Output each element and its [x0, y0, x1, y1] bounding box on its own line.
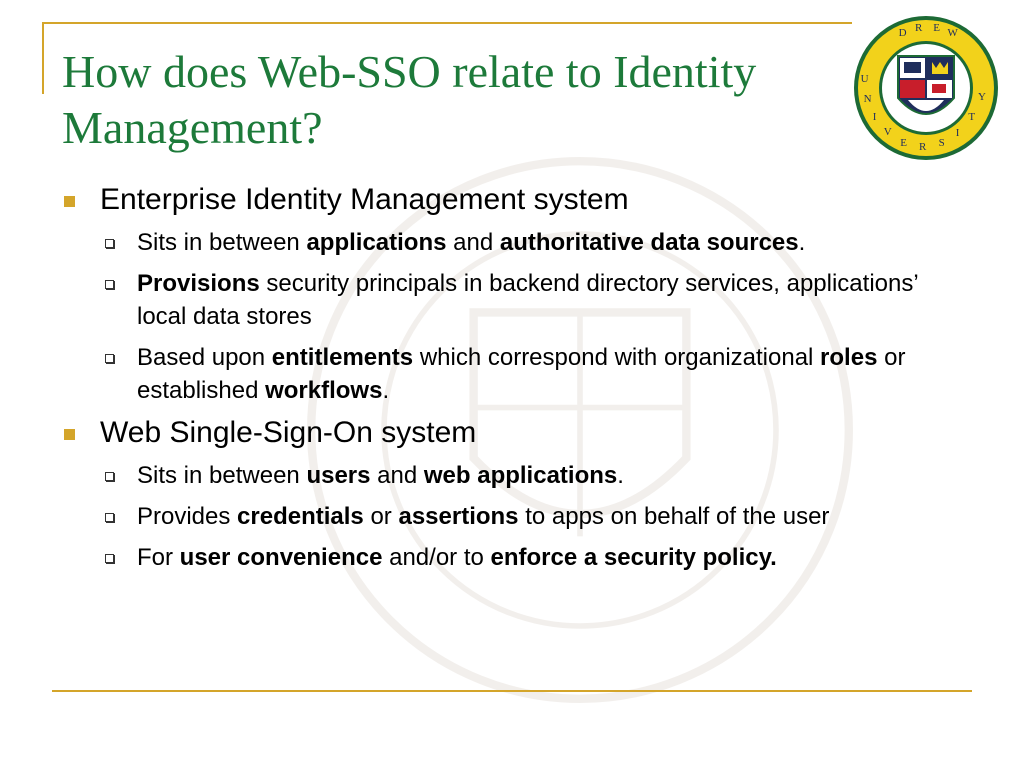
- seal-letter-i: I: [872, 111, 877, 123]
- sub-bullet-item: [62, 226, 962, 259]
- sub-bullet-text: For user convenience and/or to enforce a security policy.: [137, 544, 777, 571]
- bullet-item: [62, 415, 962, 451]
- sub-bullet-text: Provides credentials or assertions to apps on behalf of the user: [137, 503, 830, 530]
- sub-bullet-text: Based upon entitlements which correspond with organizational roles or established workflows.: [137, 344, 906, 404]
- drew-university-seal-icon: [852, 14, 1000, 162]
- seal-letter-e: E: [933, 22, 940, 34]
- bullet-item: [62, 182, 962, 218]
- seal-letter-u: U: [860, 73, 869, 85]
- bullet-text: Web Single-Sign-On system: [100, 416, 477, 449]
- hollow-square-bullet-icon: [105, 239, 114, 248]
- square-bullet-icon: [64, 196, 75, 207]
- hollow-square-bullet-icon: [105, 554, 114, 563]
- seal-letter-t: T: [968, 111, 975, 123]
- sub-bullet-text: Sits in between users and web applications.: [137, 462, 624, 489]
- hollow-square-bullet-icon: [105, 280, 114, 289]
- hollow-square-bullet-icon: [105, 354, 114, 363]
- sub-bullet-item: [62, 500, 962, 533]
- sub-bullet-item: [62, 341, 962, 407]
- sub-bullet-item: [62, 541, 962, 574]
- bullet-text: Enterprise Identity Management system: [100, 183, 629, 216]
- bullet-list: [62, 182, 962, 574]
- seal-letter-d: D: [898, 27, 907, 39]
- frame-top-line: [42, 22, 852, 24]
- seal-letter-n: N: [863, 93, 872, 105]
- seal-letter-w: W: [947, 27, 958, 39]
- sub-bullet-item: [62, 459, 962, 492]
- frame-bottom-line: [52, 690, 972, 692]
- sub-bullet-item: [62, 267, 962, 333]
- seal-letter-r: R: [914, 22, 923, 34]
- seal-letter-i2: I: [955, 127, 960, 139]
- seal-letter-s: S: [938, 137, 945, 149]
- seal-letter-v: V: [883, 126, 892, 138]
- seal-letter-y: Y: [978, 91, 986, 103]
- frame-left-line: [42, 22, 44, 94]
- hollow-square-bullet-icon: [105, 513, 114, 522]
- seal-letter-e2: E: [900, 137, 907, 149]
- square-bullet-icon: [64, 429, 75, 440]
- slide-title: How does Web-SSO relate to Identity Management?: [62, 46, 757, 153]
- seal-letter-r2: R: [918, 141, 927, 153]
- hollow-square-bullet-icon: [105, 472, 114, 481]
- sub-bullet-text: Sits in between applications and authoritative data sources.: [137, 229, 806, 256]
- sub-bullet-text: Provisions security principals in backend directory services, applications’ local data stores: [137, 270, 918, 330]
